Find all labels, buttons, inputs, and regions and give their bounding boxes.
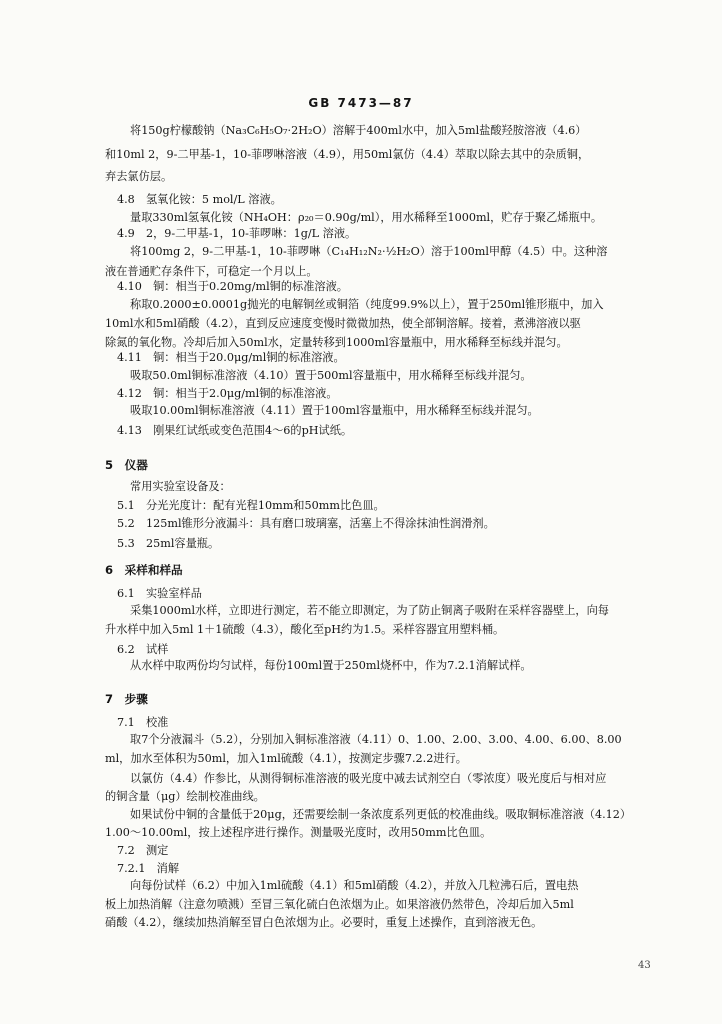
clause-6-2: 6.2 试样 xyxy=(117,643,169,656)
section-heading: 6 采样和样品 xyxy=(105,563,183,577)
clause-7-1: 7.1 校准 xyxy=(117,716,169,729)
text-line: 采集1000ml水样，立即进行测定，若不能立即测定，为了防止铜离子吸附在采样容器壁上，向每 xyxy=(130,604,609,617)
text-line: 常用实验室设备及： xyxy=(130,480,231,493)
clause-5-2: 5.2 125ml锥形分液漏斗：具有磨口玻璃塞，活塞上不得涂抹油性润滑剂。 xyxy=(117,517,495,530)
text-line: 以氯仿（4.4）作参比，从测得铜标准溶液的吸光度中减去试剂空白（零浓度）吸光度后与相对应 xyxy=(130,772,607,785)
text-line: 升水样中加入5ml 1＋1硫酸（4.3），酸化至pH约为1.5。采样容器宜用塑料桶。 xyxy=(105,623,505,636)
section-heading: 5 仪器 xyxy=(105,458,148,472)
text-line: 板上加热消解（注意勿喷溅）至冒三氧化硫白色浓烟为止。如果溶液仍然带色，冷却后加入5ml xyxy=(105,898,574,911)
text-line: 10ml水和5ml硝酸（4.2），直到反应速度变慢时微微加热，使全部铜溶解。接着，煮沸溶液以驱 xyxy=(105,317,581,330)
clause-6-1: 6.1 实验室样品 xyxy=(117,587,202,600)
clause-7-2-1: 7.2.1 消解 xyxy=(117,862,180,875)
text-line: 量取330ml氢氧化铵（NH₄OH：ρ₂₀＝0.90g/ml），用水稀释至1000ml，贮存于聚乙烯瓶中。 xyxy=(130,211,603,224)
clause-4-13: 4.13 刚果红试纸或变色范围4～6的pH试纸。 xyxy=(117,424,353,437)
clause-4-12: 4.12 铜：相当于2.0μg/ml铜的标准溶液。 xyxy=(117,387,338,400)
text-line: 称取0.2000±0.0001g抛光的电解铜丝或铜箔（纯度99.9%以上），置于250ml锥形瓶中，加入 xyxy=(130,298,604,311)
clause-4-11: 4.11 铜：相当于20.0μg/ml铜的标准溶液。 xyxy=(117,351,345,364)
text-line: 弃去氯仿层。 xyxy=(105,170,173,183)
text-line: 取7个分液漏斗（5.2），分别加入铜标准溶液（4.11）0、1.00、2.00、3.00、4.00、6.00、8.00 xyxy=(130,733,622,746)
clause-5-3: 5.3 25ml容量瓶。 xyxy=(117,537,220,550)
clause-5-1: 5.1 分光光度计：配有光程10mm和50mm比色皿。 xyxy=(117,499,385,512)
text-line: 将100mg 2，9-二甲基-1，10-菲啰啉（C₁₄H₁₂N₂·½H₂O）溶于100ml甲醇（4.5）中。这种溶 xyxy=(130,245,608,258)
clause-4-8: 4.8 氢氧化铵：5 mol/L 溶液。 xyxy=(117,193,282,206)
page-number: 43 xyxy=(638,960,651,971)
text-line: 将150g柠檬酸钠（Na₃C₆H₅O₇·2H₂O）溶解于400ml水中，加入5ml盐酸羟胺溶液（4.6） xyxy=(130,124,587,137)
text-line: 和10ml 2，9-二甲基-1，10-菲啰啉溶液（4.9），用50ml氯仿（4.4）萃取以除去其中的杂质铜， xyxy=(105,148,590,161)
text-line: 从水样中取两份均匀试样，每份100ml置于250ml烧杯中，作为7.2.1消解试样。 xyxy=(130,659,532,672)
section-heading: 7 步骤 xyxy=(105,692,148,706)
text-line: 硝酸（4.2），继续加热消解至冒白色浓烟为止。必要时，重复上述操作，直到溶液无色。 xyxy=(105,916,543,929)
text-line: 的铜含量（μg）绘制校准曲线。 xyxy=(105,790,265,803)
text-line: 液在普通贮存条件下，可稳定一个月以上。 xyxy=(105,265,318,278)
text-line: 如果试份中铜的含量低于20μg，还需要绘制一条浓度系列更低的校准曲线。吸取铜标准溶液（4.12） xyxy=(130,808,632,821)
text-line: ml，加水至体积为50ml，加入1ml硫酸（4.1），按测定步骤7.2.2进行。 xyxy=(105,752,467,765)
text-line: 除氮的氧化物。冷却后加入50ml水，定量转移到1000ml容量瓶中，用水稀释至标线并混匀。 xyxy=(105,336,568,349)
text-line: 1.00～10.00ml，按上述程序进行操作。测量吸光度时，改用50mm比色皿。 xyxy=(105,826,492,839)
clause-7-2: 7.2 测定 xyxy=(117,844,169,857)
text-line: 向每份试样（6.2）中加入1ml硫酸（4.1）和5ml硝酸（4.2），并放入几粒沸石后，置电热 xyxy=(130,879,579,892)
clause-4-10: 4.10 铜：相当于0.20mg/ml铜的标准溶液。 xyxy=(117,280,348,293)
clause-4-9: 4.9 2，9-二甲基-1，10-菲啰啉：1g/L 溶液。 xyxy=(117,227,357,240)
text-line: 吸取10.00ml铜标准溶液（4.11）置于100ml容量瓶中，用水稀释至标线并混匀。 xyxy=(130,404,539,417)
page-header: GB 7473—87 xyxy=(308,96,414,110)
text-line: 吸取50.0ml铜标准溶液（4.10）置于500ml容量瓶中，用水稀释至标线并混匀。 xyxy=(130,369,532,382)
